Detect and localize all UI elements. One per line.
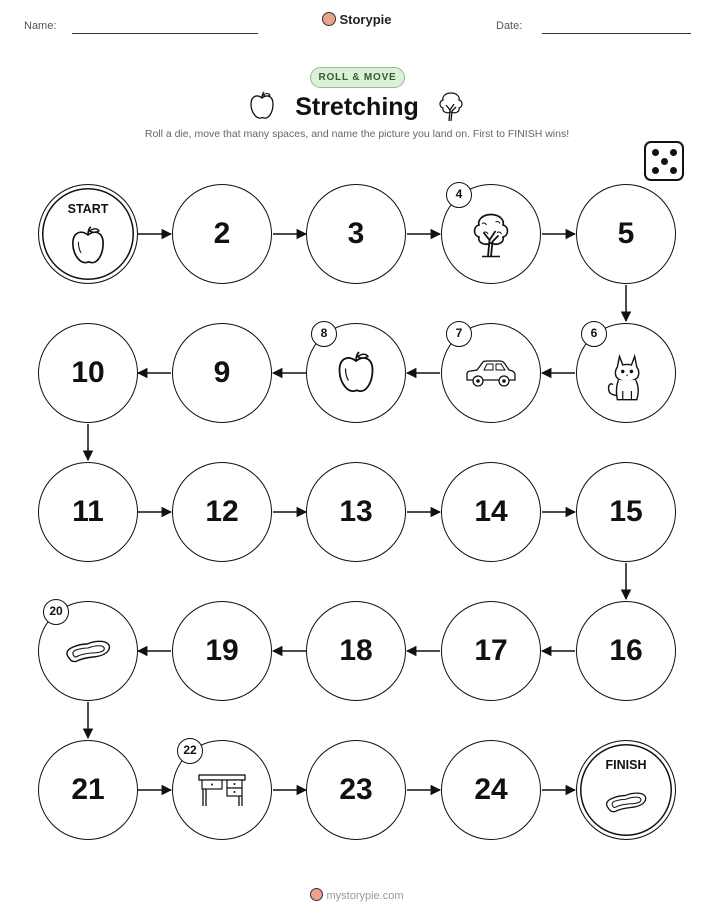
space-number: 24: [474, 773, 508, 806]
page-title: Stretching: [295, 93, 419, 121]
board-space-start[interactable]: [38, 184, 138, 284]
brand-name: Storypie: [339, 12, 392, 27]
space-number: 5: [617, 217, 635, 250]
footer: [0, 888, 714, 902]
roll-and-move-badge: ROLL & MOVE: [310, 67, 405, 88]
board-space-20[interactable]: [38, 601, 138, 701]
instructions-text: Roll a die, move that many spaces, and name the picture you land on. First to FINISH wins!: [144, 128, 570, 140]
board-space-16[interactable]: [576, 601, 676, 701]
board-space-7[interactable]: [441, 323, 541, 423]
finish-label: FINISH: [605, 758, 647, 772]
space-number-badge: 7: [446, 321, 472, 347]
board-space-5[interactable]: [576, 184, 676, 284]
storypie-mascot-icon: [310, 888, 323, 901]
space-number-badge: 22: [177, 738, 203, 764]
board-space-6[interactable]: [576, 323, 676, 423]
space-number: 12: [205, 495, 239, 528]
board-space-23[interactable]: [306, 740, 406, 840]
space-number: 13: [339, 495, 373, 528]
space-number: 15: [609, 495, 643, 528]
board-space-10[interactable]: [38, 323, 138, 423]
board-space-18[interactable]: [306, 601, 406, 701]
tree-icon: [470, 209, 512, 259]
name-label: Name:: [24, 20, 57, 32]
car-icon: [464, 356, 518, 390]
space-number: 2: [213, 217, 231, 250]
footer-site[interactable]: mystorypie.com: [326, 890, 404, 902]
board-space-22[interactable]: [172, 740, 272, 840]
board-space-24[interactable]: [441, 740, 541, 840]
space-number: 9: [213, 356, 231, 389]
board-space-13[interactable]: [306, 462, 406, 562]
space-number: 21: [71, 773, 105, 806]
board-space-21[interactable]: [38, 740, 138, 840]
cat-icon: [604, 352, 648, 404]
space-number: 23: [339, 773, 373, 806]
space-number-badge: 6: [581, 321, 607, 347]
board-space-12[interactable]: [172, 462, 272, 562]
space-number: 16: [609, 634, 643, 667]
desk-icon: [197, 771, 247, 809]
apple-icon: [69, 224, 107, 268]
start-label: START: [67, 202, 109, 216]
board-space-19[interactable]: [172, 601, 272, 701]
apple-icon: [336, 349, 376, 397]
space-number: 19: [205, 634, 239, 667]
board-space-9[interactable]: [172, 323, 272, 423]
space-number: 3: [347, 217, 365, 250]
board-space-14[interactable]: [441, 462, 541, 562]
space-number: 11: [72, 495, 104, 528]
space-number: 10: [71, 356, 105, 389]
space-number: 14: [474, 495, 508, 528]
space-number-badge: 8: [311, 321, 337, 347]
board-space-15[interactable]: [576, 462, 676, 562]
board-space-4[interactable]: [441, 184, 541, 284]
board-space-17[interactable]: [441, 601, 541, 701]
space-number: 17: [474, 634, 508, 667]
resistance-band-icon: [603, 788, 649, 816]
board-space-11[interactable]: [38, 462, 138, 562]
board-space-8[interactable]: [306, 323, 406, 423]
space-number: 18: [339, 634, 373, 667]
board-space-finish[interactable]: [576, 740, 676, 840]
space-number-badge: 20: [43, 599, 69, 625]
board-space-2[interactable]: [172, 184, 272, 284]
date-label: Date:: [496, 20, 523, 32]
board-space-3[interactable]: [306, 184, 406, 284]
resistance-band-icon: [63, 636, 113, 666]
space-number-badge: 4: [446, 182, 472, 208]
